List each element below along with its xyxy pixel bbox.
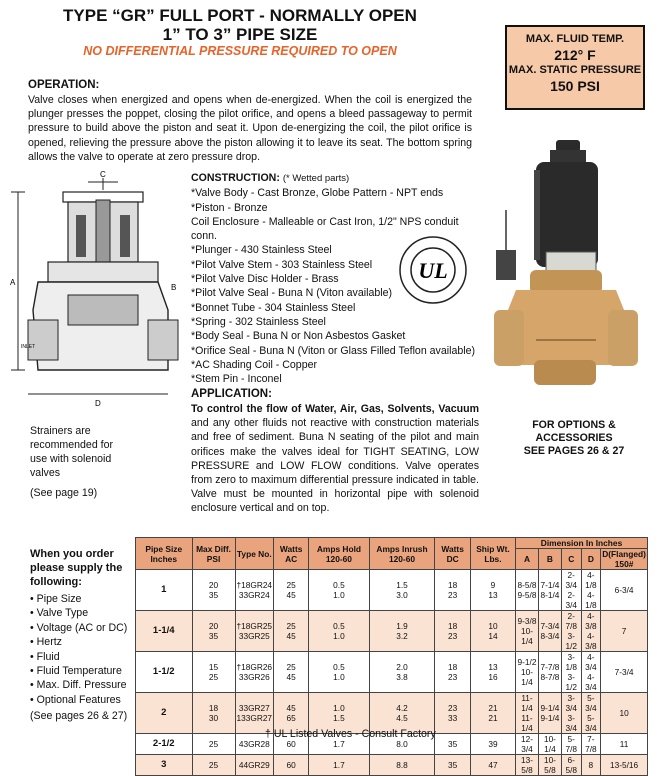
cell-dflanged: 7	[601, 611, 648, 652]
cell-b: 7-1/4 8-1/4	[538, 570, 561, 611]
cell-dflanged: 6-3/4	[601, 570, 648, 611]
cell-c: 2-3/4 2-3/4	[561, 570, 581, 611]
cell-wac: 25 45	[274, 652, 309, 693]
th-pipe: Pipe Size Inches	[136, 538, 193, 570]
cell-ship: 13 16	[470, 652, 515, 693]
order-see-pages: (See pages 26 & 27)	[30, 710, 128, 722]
construction-item: *Body Seal - Buna N or Non Asbestos Gasket	[191, 330, 406, 343]
options-accessories-note: FOR OPTIONS & ACCESSORIES SEE PAGES 26 & 27	[523, 419, 625, 457]
th-wattsdc: Watts DC	[435, 538, 470, 570]
cell-inrush: 8.8	[369, 755, 435, 776]
cell-c: 5-7/8	[561, 734, 581, 755]
max-pressure-value: 150 PSI	[550, 78, 600, 94]
cell-d: 7-7/8	[581, 734, 601, 755]
cell-b: 9-1/4 9-1/4	[538, 693, 561, 734]
th-hold: Amps Hold 120-60	[309, 538, 369, 570]
ul-logo-text: UL	[418, 258, 448, 283]
cell-hold: 0.5 1.0	[309, 652, 369, 693]
cell-c: 3-3/4 3-3/4	[561, 693, 581, 734]
cell-hold: 0.5 1.0	[309, 570, 369, 611]
construction-item: *Stem Pin - Inconel	[191, 373, 282, 386]
cell-pipe-size: 1	[136, 570, 193, 611]
label-a: A	[10, 278, 16, 287]
cell-pipe-size: 3	[136, 755, 193, 776]
specifications-table	[135, 537, 648, 776]
cell-psi: 18 30	[192, 693, 235, 734]
cell-ship: 10 14	[470, 611, 515, 652]
max-temp-value: 212° F	[554, 47, 596, 63]
cell-inrush: 2.0 3.8	[369, 652, 435, 693]
cell-c: 6-5/8	[561, 755, 581, 776]
cell-psi: 15 25	[192, 652, 235, 693]
cell-wdc: 35	[435, 734, 470, 755]
cell-d: 4-1/8 4-1/8	[581, 570, 601, 611]
cell-c: 2-7/8 3-1/2	[561, 611, 581, 652]
construction-item: *Piston - Bronze	[191, 201, 268, 214]
th-wattsac: Watts AC	[274, 538, 309, 570]
construction-item: *Spring - 302 Stainless Steel	[191, 315, 326, 328]
cell-psi: 20 35	[192, 570, 235, 611]
list-item: • Fluid Temperature	[30, 665, 122, 678]
cell-d: 4-3/4 4-3/4	[581, 652, 601, 693]
cell-inrush: 8.0	[369, 734, 435, 755]
cell-hold: 1.7	[309, 734, 369, 755]
cell-pipe-size: 1-1/4	[136, 611, 193, 652]
label-inlet: INLET	[21, 344, 36, 350]
cell-pipe-size: 1-1/2	[136, 652, 193, 693]
cell-ship: 21 21	[470, 693, 515, 734]
application-text: To control the flow of Water, Air, Gas, Solvents, Vacuum and any other fluids not reactive with construction materials and free of sediment. Buna N seating of the pilot and main orifices make the valves ideal for TIGHT SEATING, LOW PRESSURE and LOW FLOW conditions. Valve operates from zero to maximum differential pressure indicated in table. Valve must be mounted in horizontal pipe with solenoid enclosure vertical and on top.	[191, 403, 479, 515]
operation-text: Valve closes when energized and opens when de-energized. When the coil is energized the plunger presses the poppet, closing the pilot orifice, and opens a bleed passageway to permit pressure to build above the piston and seat it. Upon de-energizing the coil, the pilot orifice is opened, relieving the pressure above the piston allowing it to leave its seat. The bottom spring allows the valve to operate at zero pressure drop.	[28, 94, 472, 163]
construction-item: *Pilot Valve Disc Holder - Brass	[191, 273, 339, 286]
cell-inrush: 4.2 4.5	[369, 693, 435, 734]
cell-wac: 60	[274, 755, 309, 776]
order-heading: When you order please supply the following:	[30, 548, 123, 588]
table-row	[136, 611, 648, 652]
list-item: • Voltage (AC or DC)	[30, 621, 128, 634]
list-item: • Fluid	[30, 650, 60, 663]
cell-c: 3-1/8 3-1/2	[561, 652, 581, 693]
application-heading: APPLICATION:	[191, 388, 272, 400]
cell-wac: 25 45	[274, 611, 309, 652]
construction-item: *Pilot Valve Stem - 303 Stainless Steel	[191, 258, 373, 271]
table-row	[136, 755, 648, 776]
list-item: • Hertz	[30, 636, 62, 649]
cell-a: 8-5/8 9-5/8	[516, 570, 539, 611]
th-dflanged: D(Flanged) 150#	[602, 549, 646, 569]
cell-dflanged: 13-5/16	[601, 755, 648, 776]
construction-item: *Pilot Valve Seal - Buna N (Viton available)	[191, 287, 392, 300]
cell-type: 33GR27 133GR27	[235, 693, 274, 734]
cell-d: 4-3/8 4-3/8	[581, 611, 601, 652]
cell-wdc: 35	[435, 755, 470, 776]
th-d: D	[581, 549, 601, 570]
max-temp-label: MAX. FLUID TEMP.	[525, 33, 625, 45]
cell-a: 11-1/4 11-1/4	[516, 693, 539, 734]
construction-heading: CONSTRUCTION:	[191, 172, 280, 184]
cell-wdc: 18 23	[435, 652, 470, 693]
page-title: TYPE “GR” FULL PORT - NORMALLY OPEN 1” TO 3” PIPE SIZE	[63, 6, 417, 44]
cell-b: 7-3/4 8-3/4	[538, 611, 561, 652]
cell-inrush: 1.5 3.0	[369, 570, 435, 611]
cell-type: 44GR29	[235, 755, 274, 776]
cell-psi: 25	[192, 755, 235, 776]
cell-inrush: 1.9 3.2	[369, 611, 435, 652]
table-row	[136, 570, 648, 611]
cell-dflanged: 7-3/4	[601, 652, 648, 693]
cell-psi: 25	[192, 734, 235, 755]
construction-item: *Valve Body - Cast Bronze, Globe Pattern - NPT ends	[191, 187, 444, 200]
cell-hold: 1.0 1.5	[309, 693, 369, 734]
cell-hold: 0.5 1.0	[309, 611, 369, 652]
list-item: • Pipe Size	[30, 593, 82, 605]
construction-item: *Orifice Seal - Buna N (Viton or Glass Filled Teflon available)	[191, 344, 476, 357]
th-b: B	[538, 549, 561, 570]
cell-wdc: 18 23	[435, 611, 470, 652]
strainers-note: Strainers are recommended for use with solenoid valves (See page 19)	[30, 425, 114, 499]
cell-hold: 1.7	[309, 755, 369, 776]
max-pressure-label: MAX. STATIC PRESSURE	[508, 64, 642, 76]
cell-type: 43GR28	[235, 734, 274, 755]
order-list	[30, 592, 145, 707]
cell-dflanged: 11	[601, 734, 648, 755]
construction-item: *Bonnet Tube - 304 Stainless Steel	[191, 301, 356, 314]
label-c: C	[100, 170, 106, 179]
th-a: A	[516, 549, 539, 570]
cell-pipe-size: 2-1/2	[136, 734, 193, 755]
cell-a: 9-1/2 10-1/4	[516, 652, 539, 693]
list-item: • Max. Diff. Pressure	[30, 679, 127, 692]
valve-photo	[476, 140, 656, 395]
subtitle: NO DIFFERENTIAL PRESSURE REQUIRED TO OPEN	[83, 44, 397, 58]
cell-wdc: 23 33	[435, 693, 470, 734]
cell-type: †18GR26 33GR26	[235, 652, 274, 693]
cell-psi: 20 35	[192, 611, 235, 652]
label-d: D	[95, 399, 101, 408]
cell-d: 8	[581, 755, 601, 776]
th-ship: Ship Wt. Lbs.	[470, 538, 515, 570]
cell-a: 13-5/8	[516, 755, 539, 776]
construction-note: (* Wetted parts)	[282, 173, 350, 184]
cell-d: 5-3/4 5-3/4	[581, 693, 601, 734]
cell-ship: 39	[470, 734, 515, 755]
th-dimensions: Dimension In Inches	[516, 538, 648, 549]
cell-wdc: 18 23	[435, 570, 470, 611]
th-c: C	[561, 549, 581, 570]
operation-heading: OPERATION:	[28, 79, 100, 91]
list-item: • Valve Type	[30, 607, 89, 620]
cell-b: 10-1/4	[538, 734, 561, 755]
th-inrush: Amps Inrush 120-60	[369, 538, 435, 570]
valve-cross-section-diagram	[8, 170, 184, 420]
cell-type: †18GR24 33GR24	[235, 570, 274, 611]
cell-b: 7-7/8 8-7/8	[538, 652, 561, 693]
cell-ship: 47	[470, 755, 515, 776]
construction-item: Coil Enclosure - Malleable or Cast Iron, 1/2" NPS conduit conn.	[191, 215, 459, 243]
construction-item: *Plunger - 430 Stainless Steel	[191, 244, 332, 257]
label-b: B	[171, 283, 177, 292]
th-maxdiff: Max Diff. PSI	[192, 538, 235, 570]
cell-a: 12-3/4	[516, 734, 539, 755]
list-item: • Optional Features	[30, 693, 121, 706]
cell-wac: 25 45	[274, 570, 309, 611]
table-row	[136, 652, 648, 693]
th-type: Type No.	[235, 538, 274, 570]
cell-pipe-size: 2	[136, 693, 193, 734]
cell-wac: 60	[274, 734, 309, 755]
spec-box	[505, 25, 645, 110]
cell-wac: 45 65	[274, 693, 309, 734]
cell-ship: 9 13	[470, 570, 515, 611]
footnote: † UL Listed Valves - Consult Factory	[265, 728, 436, 740]
cell-dflanged: 10	[601, 693, 648, 734]
cell-a: 9-3/8 10-1/4	[516, 611, 539, 652]
cell-type: †18GR25 33GR25	[235, 611, 274, 652]
construction-item: *AC Shading Coil - Copper	[191, 358, 318, 371]
cell-b: 10-5/8	[538, 755, 561, 776]
ul-listed-seal	[397, 234, 469, 306]
